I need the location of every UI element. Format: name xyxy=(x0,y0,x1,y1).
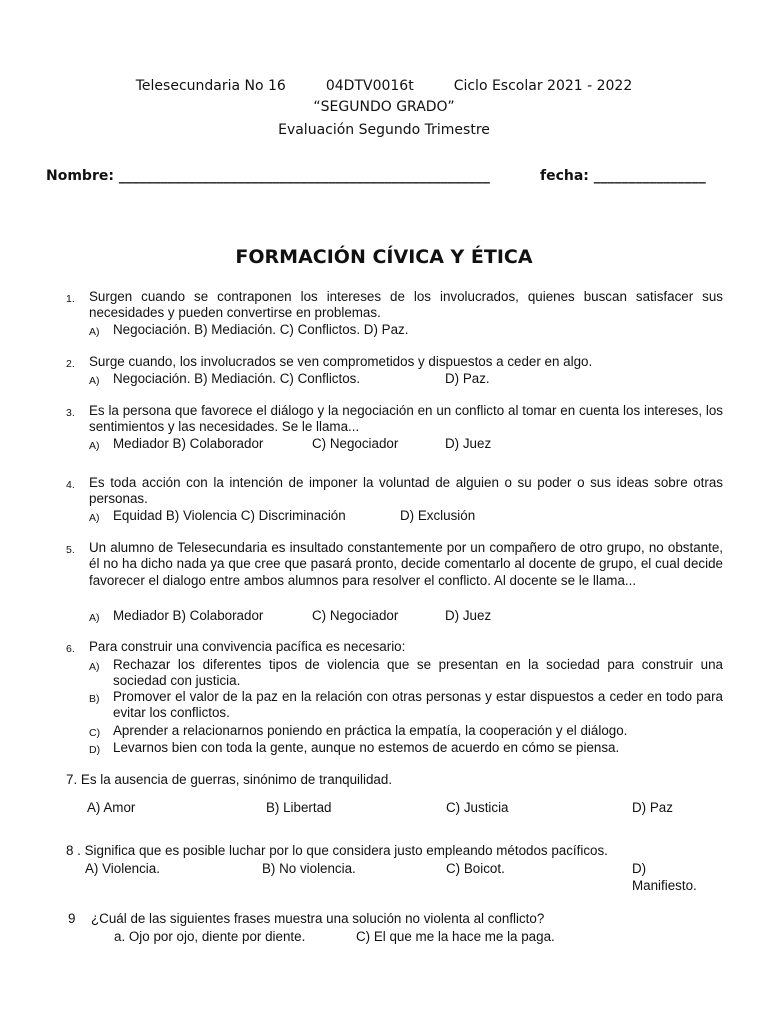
question-number: 5. xyxy=(66,544,75,556)
school-cycle: Ciclo Escolar 2021 - 2022 xyxy=(453,78,633,94)
question-stem: Es la persona que favorece el diálogo y la negociación en un conflicto al tomar en cuenta los intereses, los sentimientos y las necesidades. Se le llama... xyxy=(89,403,723,435)
question-2 xyxy=(0,354,768,394)
question-3 xyxy=(0,403,768,458)
option-d-text: Manifiesto. xyxy=(632,878,697,893)
options-line: Negociación. B) Mediación. C) Conflictos. xyxy=(113,371,361,386)
question-number: 9 xyxy=(68,911,76,926)
header-line xyxy=(0,78,768,94)
question-stem: Surge cuando, los involucrados se ven comprometidos y dispuestos a ceder en algo. xyxy=(89,354,593,369)
option-c: C) Negociador xyxy=(312,608,399,623)
question-stem: Un alumno de Telesecundaria es insultado constantemente por un compañero de otro grupo, no obstante, él no ha dicho nada ya que cree que pasará pronto, decide comentarlo al docente de grupo, el cual decide favorecer el dialogo entre ambos alumnos para resolver el conflicto. Al docente se le llama... xyxy=(89,540,723,588)
question-number: 2. xyxy=(66,358,75,370)
question-stem: ¿Cuál de las siguientes frases muestra una solución no violenta al conflicto? xyxy=(91,911,545,926)
question-stem: Surgen cuando se contraponen los intereses de los involucrados, quienes buscan satisfacer sus necesidades y pueden convertirse en problemas. xyxy=(89,289,723,321)
option-d: D) Paz xyxy=(632,800,673,815)
question-stem: 7. Es la ausencia de guerras, sinónimo de tranquilidad. xyxy=(66,772,393,787)
option-d: D) Exclusión xyxy=(400,508,476,523)
option-letter: A) xyxy=(89,661,100,673)
school-name: Telesecundaria No 16 xyxy=(135,78,286,94)
name-field[interactable]: Nombre: _____________________________________________________ xyxy=(46,168,490,184)
option-letter: D) xyxy=(89,744,101,756)
option-b: B) No violencia. xyxy=(262,861,356,876)
question-9 xyxy=(0,911,768,951)
option-b: Promover el valor de la paz en la relación con otras personas y estar dispuestos a ceder en todo para evitar los conflictos. xyxy=(113,689,723,721)
option-d: D) xyxy=(632,861,647,876)
question-stem: Es toda acción con la intención de imponer la voluntad de alguien o su poder o sus ideas sobre otras personas. xyxy=(89,475,723,507)
question-stem: Para construir una convivencia pacífica es necesario: xyxy=(89,639,406,654)
question-number: 3. xyxy=(66,407,75,419)
option-a: Mediador B) Colaborador xyxy=(113,608,264,623)
option-letter: A) xyxy=(89,612,100,624)
question-stem: 8 . Significa que es posible luchar por lo que considera justo empleando métodos pacíficos. xyxy=(66,843,608,858)
options-line: Equidad B) Violencia C) Discriminación xyxy=(113,508,346,523)
option-a: a. Ojo por ojo, diente por diente. xyxy=(114,929,306,944)
question-8 xyxy=(0,843,768,893)
date-field[interactable]: fecha: ________________ xyxy=(540,168,706,184)
option-a: Rechazar los diferentes tipos de violencia que se presentan en la sociedad para construir una sociedad con justicia. xyxy=(113,657,723,689)
option-c: C) Justicia xyxy=(446,800,509,815)
option-a: A) Violencia. xyxy=(85,861,160,876)
question-7 xyxy=(0,772,768,822)
question-6 xyxy=(0,639,768,759)
question-1 xyxy=(0,289,768,349)
evaluation-title: Evaluación Segundo Trimestre xyxy=(278,122,490,138)
question-4 xyxy=(0,475,768,530)
option-letter: A) xyxy=(89,326,100,338)
subject-title: FORMACIÓN CÍVICA Y ÉTICA xyxy=(235,246,533,268)
option-a: A) Amor xyxy=(87,800,136,815)
option-c: C) Negociador xyxy=(312,436,399,451)
school-code: 04DTV0016t xyxy=(325,78,414,94)
name-date-row xyxy=(46,168,726,184)
question-number: 6. xyxy=(66,643,75,655)
option-letter: B) xyxy=(89,693,100,705)
option-c: C) Boicot. xyxy=(446,861,505,876)
option-b: B) Libertad xyxy=(266,800,332,815)
question-5 xyxy=(0,540,768,630)
options-line: Negociación. B) Mediación. C) Conflictos. D) Paz. xyxy=(113,322,409,337)
option-d: D) Juez xyxy=(445,436,492,451)
option-letter: C) xyxy=(89,727,101,739)
option-c: C) El que me la hace me la paga. xyxy=(356,929,555,944)
option-d: D) Juez xyxy=(445,608,492,623)
option-d: D) Paz. xyxy=(445,371,490,386)
option-letter: A) xyxy=(89,440,100,452)
question-number: 1. xyxy=(66,293,75,305)
option-c: Aprender a relacionarnos poniendo en práctica la empatía, la cooperación y el diálogo. xyxy=(113,723,628,738)
option-letter: A) xyxy=(89,512,100,524)
option-a: Mediador B) Colaborador xyxy=(113,436,264,451)
question-number: 4. xyxy=(66,479,75,491)
option-d: Levarnos bien con toda la gente, aunque no estemos de acuerdo en cómo se piensa. xyxy=(113,740,620,755)
option-letter: A) xyxy=(89,375,100,387)
grade-title: “SEGUNDO GRADO” xyxy=(313,99,455,115)
